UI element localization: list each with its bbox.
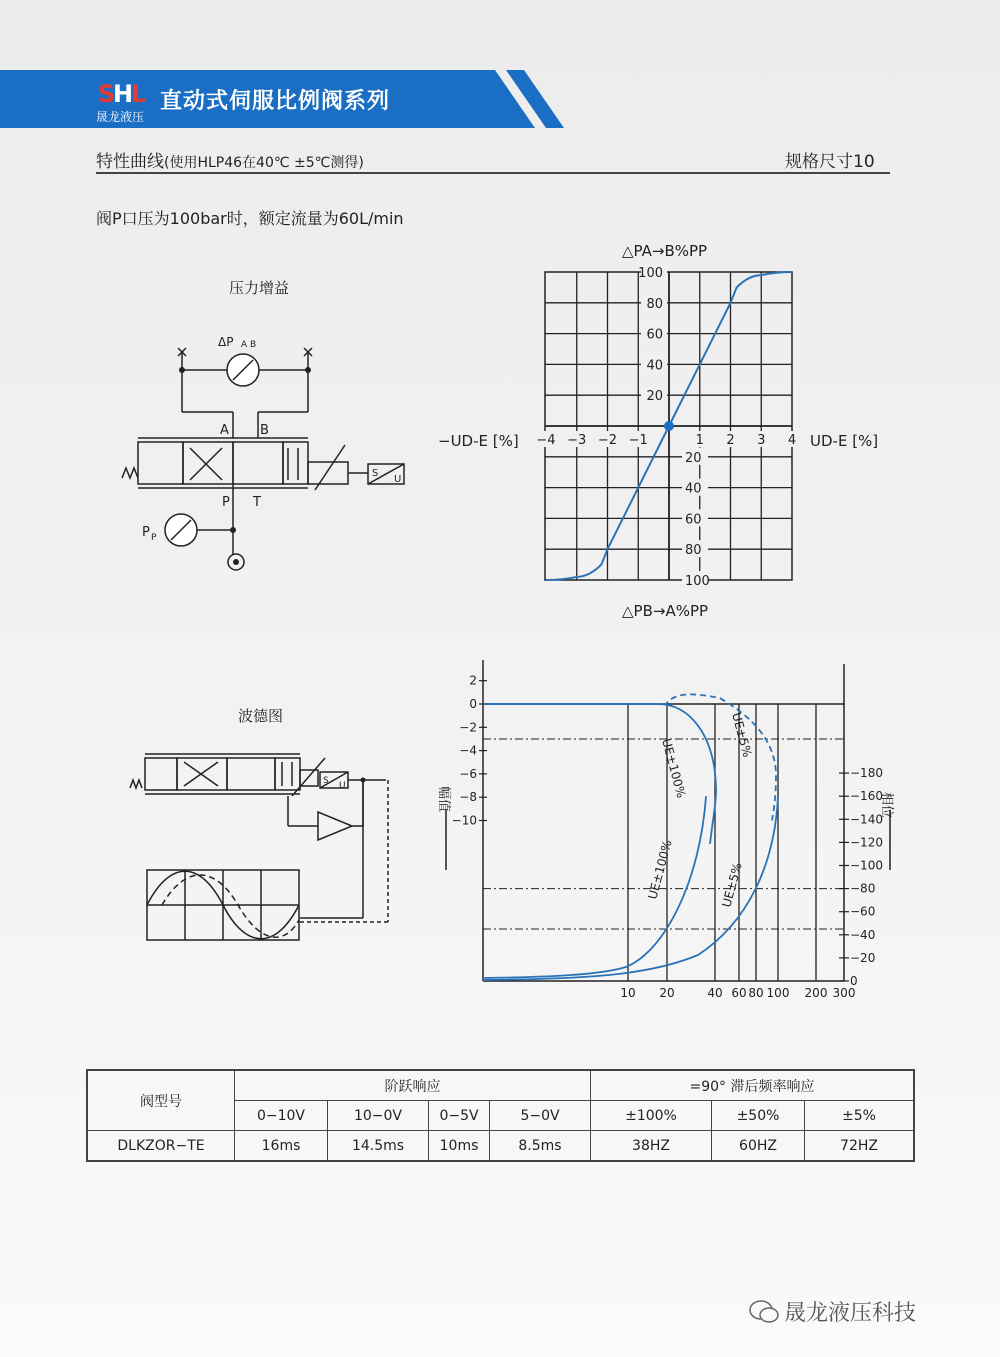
tick-label-x: −3 <box>567 433 587 448</box>
phase-tick-label: 0 <box>850 974 858 988</box>
bode-schematic <box>120 750 400 950</box>
tick-label-x: −1 <box>628 433 648 448</box>
tick-label-x: −2 <box>597 433 618 448</box>
tick-label-y: 20 <box>685 450 702 466</box>
amp-tick-label: −8 <box>459 790 477 805</box>
tick-label-x: 1 <box>695 433 704 448</box>
step-col: 0−10V <box>235 1101 328 1131</box>
value-cell: 10ms <box>429 1131 490 1162</box>
phase-curve-100 <box>483 796 706 978</box>
amp-tick-label: 0 <box>469 697 477 711</box>
tick-label-y: 40 <box>646 358 663 374</box>
delta-p-label: ΔP <box>218 335 234 349</box>
freq-col: ±100% <box>591 1101 712 1131</box>
value-cell: 16ms <box>235 1131 328 1162</box>
port-p-label: P <box>222 495 230 510</box>
amp-tick-label: −2 <box>459 720 477 735</box>
step-col: 10−0V <box>328 1101 429 1131</box>
phase-tick-label: −60 <box>850 904 876 919</box>
pressure-gain-chart <box>430 235 910 625</box>
amp-tick-label: −10 <box>451 813 477 828</box>
port-t-label: T <box>253 495 261 510</box>
bode-su-u: U <box>339 781 346 791</box>
phase-tick-label: −180 <box>850 766 883 781</box>
phase-tick-label: −40 <box>850 927 876 942</box>
left-axis-label: −UD-E [%] <box>438 432 519 450</box>
step-col: 5−0V <box>490 1101 591 1131</box>
section-title <box>96 147 364 172</box>
delta-p-sub: A B <box>241 340 257 350</box>
top-axis-label: △PA→B%PP <box>622 242 708 260</box>
amp5-label: UE±5% <box>729 711 755 759</box>
pressure-gain-label: 压力增益 <box>229 279 290 297</box>
bode-su-s: S <box>323 776 329 786</box>
amplitude-label: 幅值 <box>436 786 451 813</box>
model-header: 阀型号 <box>87 1070 235 1131</box>
tick-label-y: 100 <box>638 266 663 281</box>
tick-label-y: 60 <box>685 512 702 528</box>
amp100-label: UE±100% <box>659 737 689 800</box>
response-table <box>86 1069 915 1162</box>
tick-label-x: 4 <box>787 433 797 448</box>
origin-point <box>664 421 674 431</box>
pp-label: P <box>142 525 150 540</box>
freq-tick-label: 10 <box>620 986 636 1000</box>
tick-label-y: 80 <box>646 296 663 312</box>
port-b-label: B <box>260 423 269 438</box>
phase-tick-label: −20 <box>850 950 876 965</box>
phase-tick-label: −120 <box>850 835 883 850</box>
svg-text:L: L <box>131 80 147 108</box>
page-title: 直动式伺服比例阀系列 <box>160 89 391 114</box>
freq-tick-label: 40 <box>707 986 723 1000</box>
tick-label-y: 40 <box>685 481 702 497</box>
amp-tick-label: −6 <box>459 766 477 781</box>
value-cell: 8.5ms <box>490 1131 591 1162</box>
phase-tick-label: −80 <box>850 881 876 896</box>
phase-tick-label: −140 <box>850 812 883 827</box>
freq-col: ±50% <box>712 1101 805 1131</box>
freq-col: ±5% <box>805 1101 915 1131</box>
section-divider <box>96 172 890 174</box>
value-cell: 38HZ <box>591 1131 712 1162</box>
tick-label-x: 2 <box>726 433 735 448</box>
section-title-note: (使用HLP46在40℃ ±5℃测得) <box>164 155 364 171</box>
su-s-label: S <box>372 468 379 479</box>
step-col: 0−5V <box>429 1101 490 1131</box>
tick-label-x: −4 <box>536 433 556 448</box>
value-cell: 60HZ <box>712 1131 805 1162</box>
logo-icon <box>98 78 146 108</box>
freq-header: =90° 滞后频率响应 <box>591 1070 915 1101</box>
freq-tick-label: 60 <box>731 986 747 1000</box>
bottom-axis-label: △PB→A%PP <box>622 602 709 620</box>
brand-name: 晟龙液压 <box>96 110 145 124</box>
freq-tick-label: 300 <box>832 986 856 1000</box>
bode-label: 波德图 <box>238 707 284 725</box>
table-row <box>87 1131 914 1162</box>
phase-tick-label: −100 <box>850 858 883 873</box>
pp-sub: P <box>151 533 157 543</box>
wechat-icon <box>748 1298 780 1326</box>
freq-tick-label: 20 <box>659 986 675 1000</box>
section-title-main: 特性曲线 <box>96 152 164 172</box>
value-cell: 72HZ <box>805 1131 915 1162</box>
phase-label: 相位 <box>879 792 894 819</box>
tick-label-y: 60 <box>646 327 663 343</box>
tick-label-x: 3 <box>757 433 766 448</box>
freq-tick-label: 80 <box>748 986 764 1000</box>
watermark: 晟龙液压科技 <box>784 1301 917 1326</box>
bode-chart <box>430 660 910 1010</box>
ph100-label: UE±100% <box>645 838 675 901</box>
step-header: 阶跃响应 <box>235 1070 591 1101</box>
svg-text:S: S <box>98 80 116 108</box>
amp-tick-label: 2 <box>469 673 477 688</box>
port-a-label: A <box>220 423 229 438</box>
value-cell: 14.5ms <box>328 1131 429 1162</box>
freq-tick-label: 200 <box>804 986 828 1000</box>
spec-size: 规格尺寸10 <box>785 152 875 172</box>
freq-tick-label: 100 <box>766 986 790 1000</box>
tick-label-y: 20 <box>646 389 663 405</box>
tick-label-y: 80 <box>685 543 702 559</box>
ph5-label: UE±5% <box>719 861 745 909</box>
svg-text:H: H <box>113 80 134 108</box>
test-condition: 阀P口压为100bar时，额定流量为60L/min <box>96 209 404 228</box>
amp-tick-label: −4 <box>459 743 477 758</box>
pressure-gain-schematic <box>110 330 420 580</box>
tick-label-y: 100 <box>685 574 710 589</box>
model-cell: DLKZOR−TE <box>87 1131 235 1162</box>
su-u-label: U <box>394 474 402 485</box>
phase-tick-label: −160 <box>850 789 883 804</box>
right-axis-label: UD-E [%] <box>810 432 879 450</box>
